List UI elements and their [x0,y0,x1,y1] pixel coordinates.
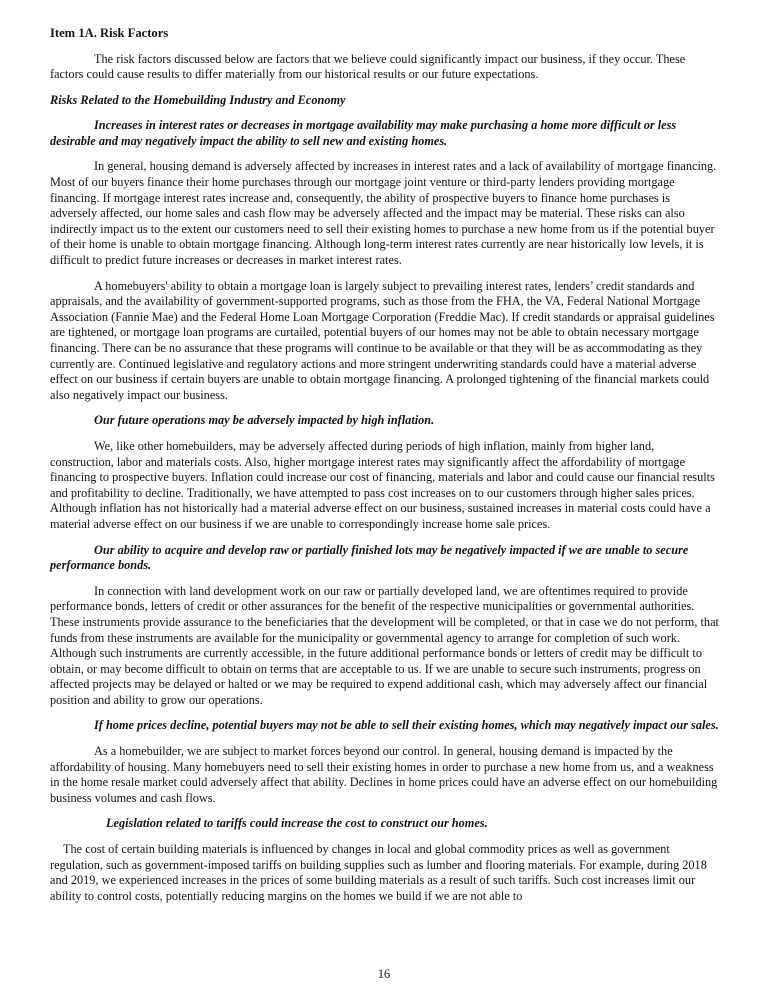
paragraph-performance-bonds: In connection with land development work on our raw or partially developed land, we are oftentimes required to provide performance bonds, letters of credit or other assurances for the benefit of the respective municipalities or governmental authorities. These instruments provide assurance to the beneficiaries that the development will be completed, or that in case we do not perform, that funds from these instruments are available for the municipality or governmental agency to arrange for completion of such work. Although such instruments are currently accessible, in the future additional performance bonds or letters of credit may be difficult to obtain, or may become difficult to obtain on terms that are acceptable to us. If we are unable to secure such instruments, progress on affected projects may be delayed or halted or we may be required to expend additional cash, which may adversely affect our financial position and ability to grow our operations. [50,583,719,707]
risk-heading-performance-bonds: Our ability to acquire and develop raw or partially finished lots may be negatively impacted if we are unable to secure performance bonds. [50,542,689,573]
paragraph-mortgage-loan-availability: A homebuyers' ability to obtain a mortgage loan is largely subject to prevailing interest rates, lenders’ credit standards and appraisals, and the availability of government-supported programs, such as those from the FHA, the VA, Federal National Mortgage Association (Fannie Mae) and the Federal Home Loan Mortgage Corporation (Freddie Mac). If credit standards or appraisal guidelines are tightened, or mortgage loan programs are curtailed, potential buyers of our homes may not be able to obtain necessary mortgage financing. There can be no assurance that these programs will continue to be available or that they will be as accommodating as they currently are. Continued legislative and regulatory actions and more stringent underwriting standards could have a material adverse effect on our business if certain buyers are unable to obtain mortgage financing. A prolonged tightening of the financial markets could also negatively impact our business. [50,278,715,402]
paragraph-building-materials-cost: The cost of certain building materials is influenced by changes in local and global commodity prices as well as government regulation, such as government-imposed tariffs on building supplies such as lumber and flooring materials. For example, during 2018 and 2019, we experienced increases in the prices of some building materials as a result of such tariffs. Such cost increases limit our ability to control costs, potentially reducing margins on the homes we build if we are not able to [50,842,707,903]
risk-heading-inflation: Our future operations may be adversely impacted by high inflation. [94,413,435,428]
paragraph-housing-demand: In general, housing demand is adversely affected by increases in interest rates and a lack of availability of mortgage financing. Most of our buyers finance their home purchases through our mortgage joint venture or third-party lenders providing mortgage financing. If mortgage interest rates increase and, consequently, the ability of prospective buyers to finance home purchases is adversely affected, our home sales and cash flow may be adversely affected and the impact may be material. These risks can also indirectly impact us to the extent our customers need to sell their existing homes to purchase a new home from us if the potential buyer of their home is unable to obtain mortgage financing. Although long-term interest rates currently are near historically low levels, it is difficult to predict future increases or decreases in market interest rates. [50,159,717,268]
paragraph-inflation: We, like other homebuilders, may be adversely affected during periods of high inflation, mainly from higher land, construction, labor and materials costs. Also, higher mortgage interest rates may significantly affect the affordability of mortgage financing to prospective buyers. Inflation could increase our cost of financing, materials and labor and could cause our financial results and profitability to decline. Traditionally, we have attempted to pass cost increases on to our customers through higher sales prices. Although inflation has not historically had a material adverse effect on our business, sustained increases in material costs could have a material adverse effect on our business if we are unable to correspondingly increase home sale prices. [50,438,715,531]
risk-heading-home-prices-decline: If home prices decline, potential buyers may not be able to sell their existing homes, which may negatively impact our sales. [94,718,719,733]
intro-paragraph: The risk factors discussed below are factors that we believe could significantly impact our business, if they occur. These factors could cause results to differ materially from our historical results or our future expectations. [50,51,686,82]
page-number: 16 [377,967,391,981]
section-heading-homebuilding-risks: Risks Related to the Homebuilding Industry and Economy [50,92,346,107]
paragraph-market-forces: As a homebuilder, we are subject to market forces beyond our control. In general, housing demand is impacted by the affordability of housing. Many homebuyers need to sell their existing homes in order to purchase a new home from us, and a weakness in the home resale market could adversely affect that ability. Declines in home prices could have an adverse effect on our homebuilding business volumes and cash flows. [50,744,718,805]
risk-heading-interest-rates: Increases in interest rates or decreases in mortgage availability may make purchasing a home more difficult or less desirable and may negatively impact the ability to sell new and existing homes. [50,118,677,148]
page-title: Item 1A. Risk Factors [50,26,169,40]
risk-heading-tariffs: Legislation related to tariffs could increase the cost to construct our homes. [106,816,488,831]
